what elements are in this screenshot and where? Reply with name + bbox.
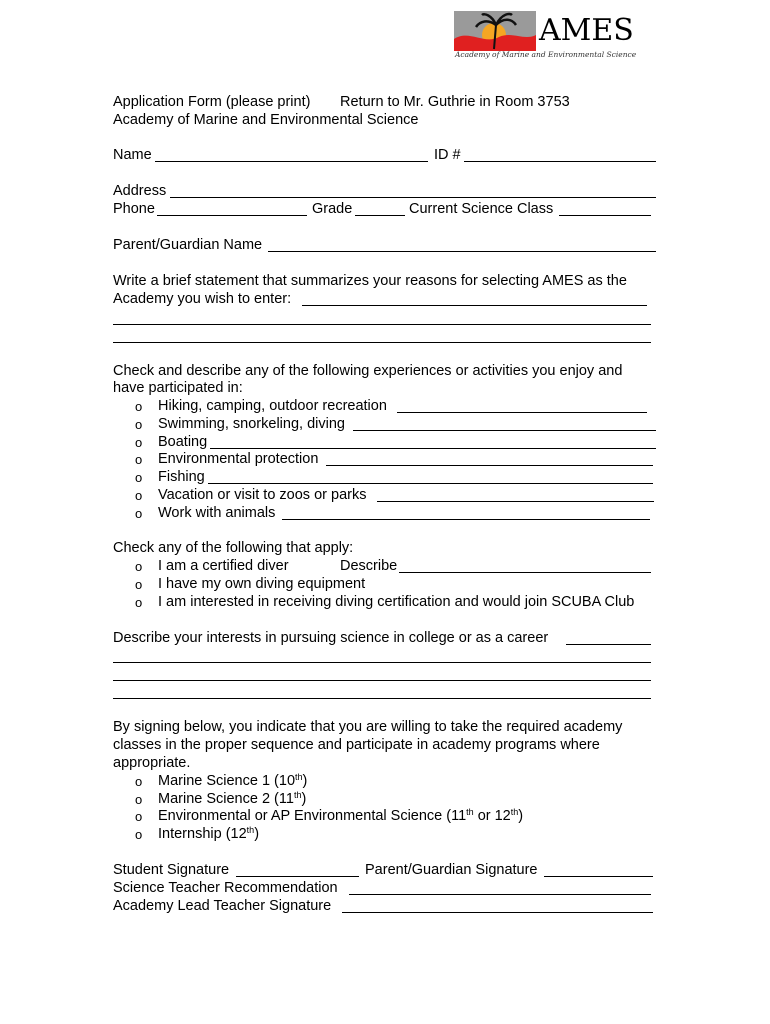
- palm-sunset-icon: [454, 11, 536, 51]
- logo-subtitle: Academy of Marine and Environmental Science: [455, 50, 637, 59]
- parent-signature-field[interactable]: [544, 876, 653, 877]
- teacher-recommendation-field[interactable]: [349, 894, 651, 895]
- teacher-recommendation-label: Science Teacher Recommendation: [113, 880, 338, 896]
- student-signature-field[interactable]: [236, 876, 359, 877]
- student-signature-label: Student Signature: [113, 862, 230, 878]
- signing-text-line2: classes in the proper sequence and participate in academy programs where: [113, 737, 600, 753]
- interests-field-line2[interactable]: [113, 662, 651, 663]
- checkbox-bullet[interactable]: o: [135, 417, 143, 432]
- address-label: Address: [113, 183, 167, 199]
- diver-describe-field[interactable]: [399, 572, 651, 573]
- lead-teacher-signature-label: Academy Lead Teacher Signature: [113, 898, 332, 914]
- course-bullet: o: [135, 774, 143, 789]
- statement-field-line3[interactable]: [113, 342, 651, 343]
- course-item: Environmental or AP Environmental Science (11th or 12th): [158, 807, 524, 824]
- experience-describe-field[interactable]: [377, 501, 654, 502]
- parent-signature-label: Parent/Guardian Signature: [365, 862, 538, 878]
- experience-describe-field[interactable]: [210, 448, 656, 449]
- checkbox-bullet[interactable]: o: [135, 488, 143, 503]
- experience-describe-field[interactable]: [353, 430, 656, 431]
- academy-name: Academy of Marine and Environmental Science: [113, 112, 419, 128]
- experiences-intro-line1: Check and describe any of the following experiences or activities you enjoy and: [113, 363, 623, 379]
- grade-field[interactable]: [355, 215, 405, 216]
- experience-item: Vacation or visit to zoos or parks: [158, 487, 367, 503]
- return-instruction: Return to Mr. Guthrie in Room 3753: [340, 94, 570, 110]
- checkbox-bullet[interactable]: o: [135, 452, 143, 467]
- interests-field-line3[interactable]: [113, 680, 651, 681]
- statement-field-line1[interactable]: [302, 305, 647, 306]
- guardian-label: Parent/Guardian Name: [113, 237, 263, 253]
- experience-describe-field[interactable]: [282, 519, 650, 520]
- experience-describe-field[interactable]: [397, 412, 647, 413]
- logo-image: [454, 11, 536, 51]
- form-title: Application Form (please print): [113, 94, 311, 110]
- signing-text-line1: By signing below, you indicate that you are willing to take the required academy: [113, 719, 623, 735]
- checkbox-bullet[interactable]: o: [135, 470, 143, 485]
- experience-item: Work with animals: [158, 505, 276, 521]
- address-field[interactable]: [170, 197, 656, 198]
- name-label: Name: [113, 147, 152, 163]
- interests-prompt: Describe your interests in pursuing science in college or as a career: [113, 630, 549, 646]
- statement-field-line2[interactable]: [113, 324, 651, 325]
- science-class-label: Current Science Class: [409, 201, 554, 217]
- experience-describe-field[interactable]: [208, 483, 653, 484]
- course-bullet: o: [135, 809, 143, 824]
- grade-label: Grade: [312, 201, 353, 217]
- course-item: Marine Science 2 (11th): [158, 790, 307, 807]
- apply-item-certified-diver: I am a certified diver: [158, 558, 289, 574]
- checkbox-bullet[interactable]: o: [135, 399, 143, 414]
- experience-item: Fishing: [158, 469, 205, 485]
- experience-item: Swimming, snorkeling, diving: [158, 416, 345, 432]
- lead-teacher-signature-field[interactable]: [342, 912, 653, 913]
- checkbox-bullet[interactable]: o: [135, 559, 143, 574]
- checkbox-bullet[interactable]: o: [135, 595, 143, 610]
- course-item: Internship (12th): [158, 825, 260, 842]
- statement-prompt-line1: Write a brief statement that summarizes your reasons for selecting AMES as the: [113, 273, 627, 289]
- interests-field-line1[interactable]: [566, 644, 651, 645]
- checkbox-bullet[interactable]: o: [135, 506, 143, 521]
- experience-item: Environmental protection: [158, 451, 319, 467]
- experience-item: Hiking, camping, outdoor recreation: [158, 398, 387, 414]
- phone-field[interactable]: [157, 215, 307, 216]
- experience-describe-field[interactable]: [326, 465, 653, 466]
- experiences-intro-line2: have participated in:: [113, 380, 243, 396]
- statement-prompt-line2: Academy you wish to enter:: [113, 291, 292, 307]
- phone-label: Phone: [113, 201, 155, 217]
- signing-text-line3: appropriate.: [113, 755, 191, 771]
- apply-intro: Check any of the following that apply:: [113, 540, 354, 556]
- science-class-field[interactable]: [559, 215, 651, 216]
- experience-item: Boating: [158, 434, 208, 450]
- interests-field-line4[interactable]: [113, 698, 651, 699]
- checkbox-bullet[interactable]: o: [135, 577, 143, 592]
- course-item: Marine Science 1 (10th): [158, 772, 308, 789]
- logo-title: AMES: [539, 13, 634, 48]
- apply-item-certification: I am interested in receiving diving certification and would join SCUBA Club: [158, 594, 635, 610]
- id-label: ID #: [434, 147, 461, 163]
- checkbox-bullet[interactable]: o: [135, 435, 143, 450]
- describe-label: Describe: [340, 558, 398, 574]
- course-bullet: o: [135, 792, 143, 807]
- name-field[interactable]: [155, 161, 428, 162]
- apply-item-equipment: I have my own diving equipment: [158, 576, 366, 592]
- guardian-field[interactable]: [268, 251, 656, 252]
- id-field[interactable]: [464, 161, 656, 162]
- course-bullet: o: [135, 827, 143, 842]
